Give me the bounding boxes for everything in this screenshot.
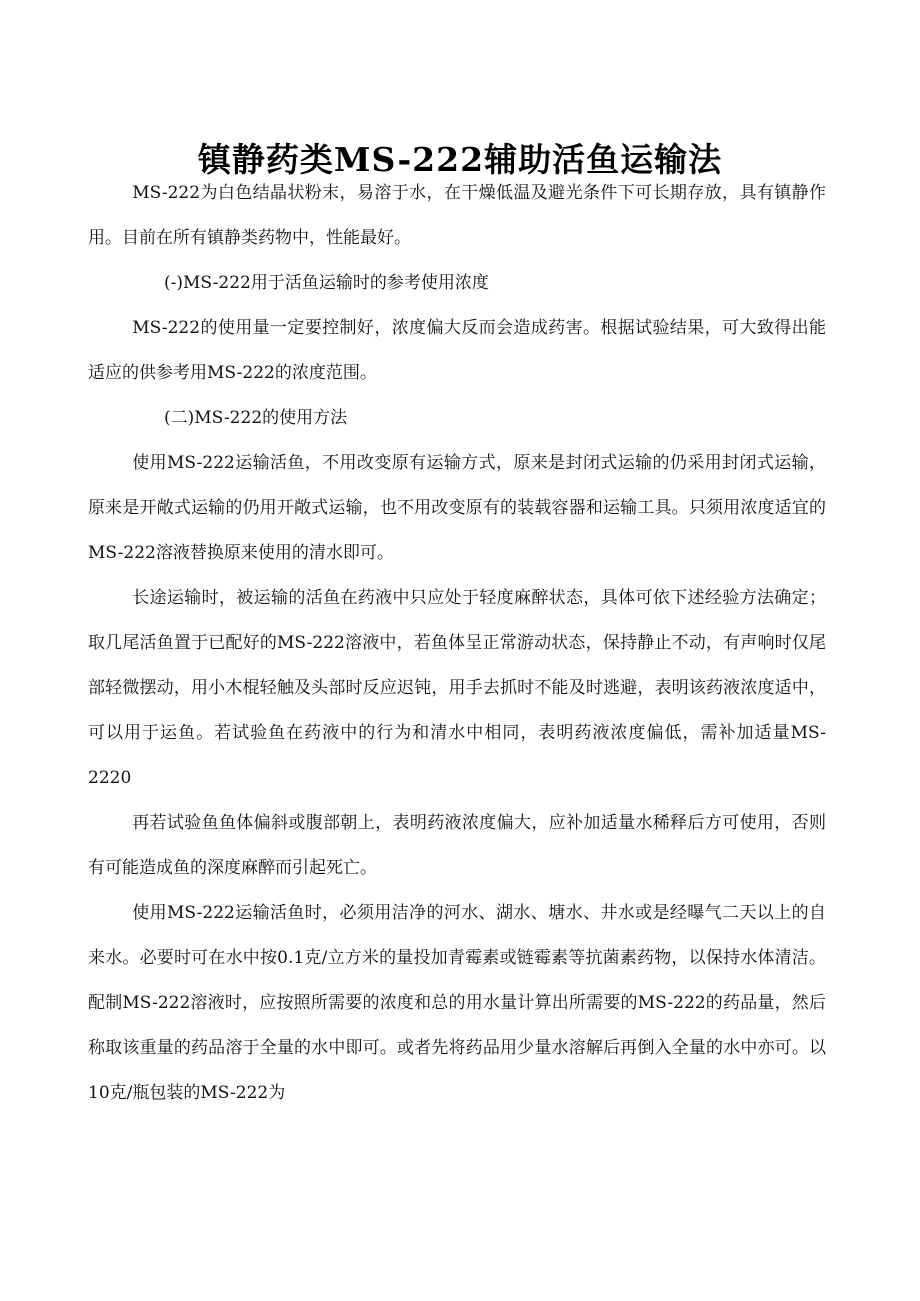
paragraph: 使用MS-222运输活鱼，不用改变原有运输方式，原来是封闭式运输的仍采用封闭式运输，原来是开敞式运输的仍用开敞式运输，也不用改变原有的装载容器和运输工具。只须用浓度适宜的MS-222溶液替换原来使用的清水即可。 xyxy=(88,453,826,563)
document-title: 镇静药类MS-222辅助活鱼运输法 xyxy=(197,140,723,180)
paragraph: 使用MS-222运输活鱼时，必须用洁净的河水、湖水、塘水、井水或是经曝气二天以上的自来水。必要时可在水中按0.1克/立方米的量投加青霉素或链霉素等抗菌素药物，以保持水体清洁。配制MS-222溶液时，应按照所需要的浓度和总的用水量计算出所需要的MS-222的药品量，然后称取该重量的药品溶于全量的水中即可。或者先将药品用少量水溶解后再倒入全量的水中亦可。以10克/瓶包装的MS-222为 xyxy=(88,903,826,1103)
paragraph: MS-222的使用量一定要控制好，浓度偏大反而会造成药害。根据试验结果，可大致得出能适应的供参考用MS-222的浓度范围。 xyxy=(88,318,826,383)
section-heading: (二)MS-222的使用方法 xyxy=(164,408,348,428)
document-body xyxy=(88,171,826,1116)
paragraph: 再若试验鱼鱼体偏斜或腹部朝上，表明药液浓度偏大，应补加适量水稀释后方可使用，否则有可能造成鱼的深度麻醉而引起死亡。 xyxy=(88,813,826,878)
paragraph: 长途运输时，被运输的活鱼在药液中只应处于轻度麻醉状态，具体可依下述经验方法确定；取几尾活鱼置于已配好的MS-222溶液中，若鱼体呈正常游动状态，保持静止不动，有声响时仅尾部轻微摆动，用小木棍轻触及头部时反应迟钝，用手去抓时不能及时逃避，表明该药液浓度适中，可以用于运鱼。若试验鱼在药液中的行为和清水中相同，表明药液浓度偏低，需补加适量MS-2220 xyxy=(88,588,826,788)
section-heading: (-)MS-222用于活鱼运输时的参考使用浓度 xyxy=(164,273,489,293)
paragraph: MS-222为白色结晶状粉末，易溶于水，在干燥低温及避光条件下可长期存放，具有镇静作用。目前在所有镇静类药物中，性能最好。 xyxy=(88,183,826,248)
